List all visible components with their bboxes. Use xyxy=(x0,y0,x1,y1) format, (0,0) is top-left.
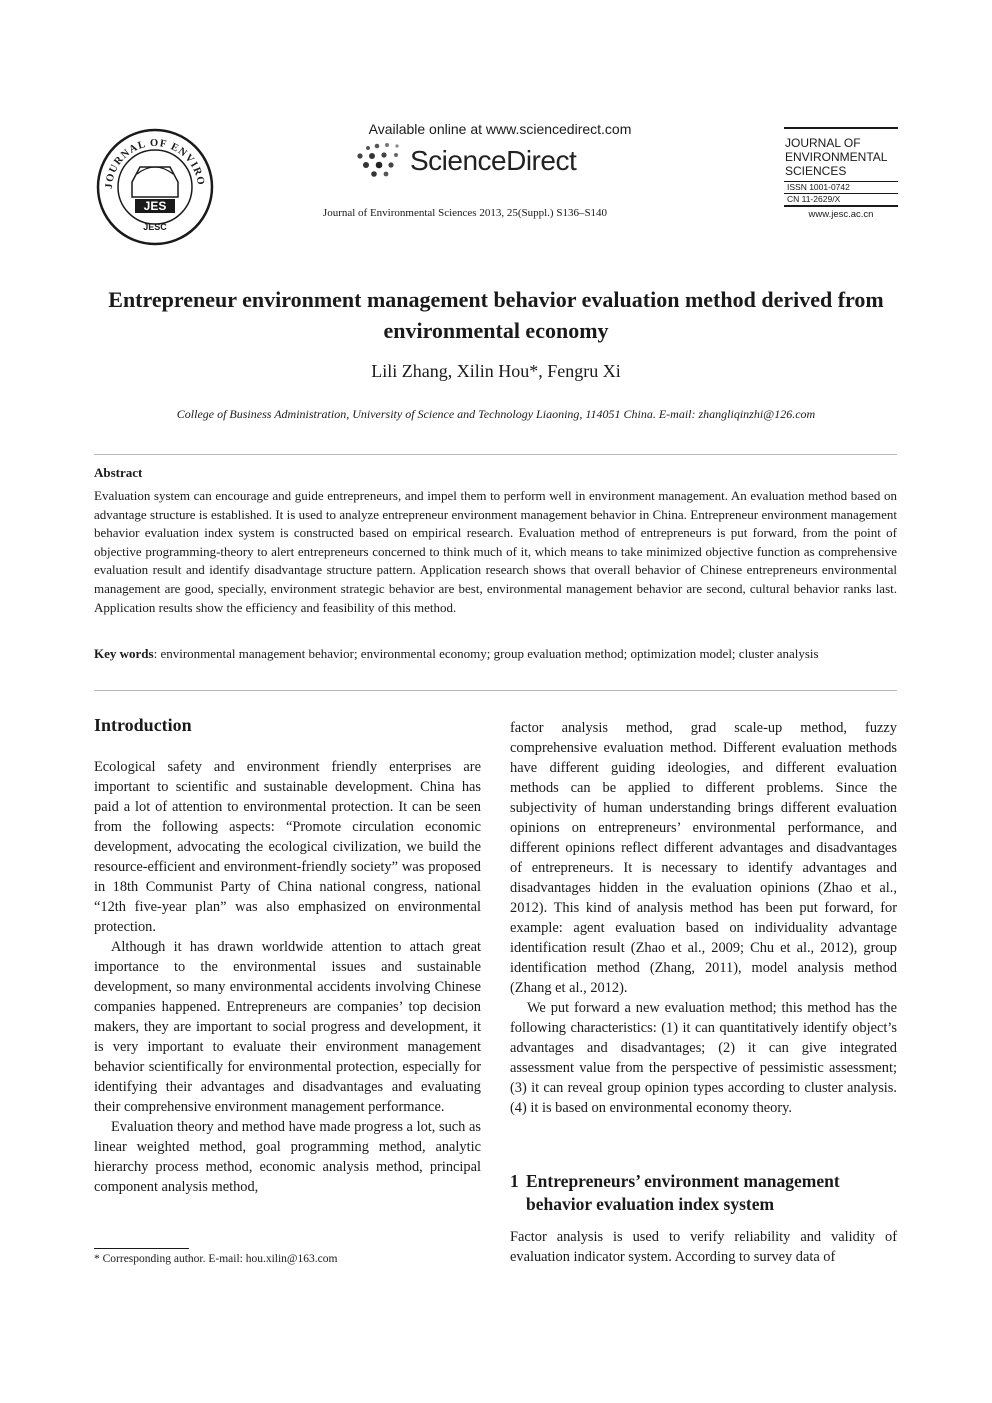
paragraph: Evaluation theory and method have made progress a lot, such as linear weighted method, goal programming method, analytic hierarchy process method, economic analysis method, principal component analysis method, xyxy=(94,1119,481,1195)
left-column xyxy=(94,757,481,1197)
issn: ISSN 1001-0742 xyxy=(787,182,850,192)
available-online-text: Available online at www.sciencedirect.com xyxy=(368,121,632,137)
journal-title-line: ENVIRONMENTAL xyxy=(785,150,888,164)
right-column xyxy=(510,718,897,1118)
divider xyxy=(94,454,897,455)
cn-number: CN 11-2629/X xyxy=(787,194,841,204)
journal-title xyxy=(784,129,898,181)
footnote-rule xyxy=(94,1248,189,1249)
logo-badge: JES xyxy=(143,199,167,213)
abstract-heading: Abstract xyxy=(94,465,143,480)
logo-ring-text: JOURNAL OF ENVIRO xyxy=(103,137,207,190)
keywords xyxy=(94,645,897,664)
journal-reference: Journal of Environmental Sciences 2013, 25(Suppl.) S136–S140 xyxy=(322,207,608,219)
footnote: * Corresponding author. E-mail: hou.xilin@163.com xyxy=(94,1253,338,1265)
journal-website: www.jesc.ac.cn xyxy=(808,209,874,220)
journal-title-line: JOURNAL OF xyxy=(785,136,861,150)
section-heading-line: Entrepreneurs’ environment management xyxy=(526,1171,840,1191)
sciencedirect-dots-icon xyxy=(352,140,412,182)
keywords-label: Key words xyxy=(94,646,154,661)
section-number: 1 xyxy=(510,1171,519,1191)
abstract-text: Evaluation system can encourage and guide entrepreneurs, and impel them to perform well in environment management. An evaluation method based on advantage structure is established. It is used to analyze entrepreneur environment management behavior in China. Entrepreneur environment management behavior evaluation index system is constructed based on empirical research. Evaluation method of entrepreneurs is put forward, from the point of objective programming-theory to alert entrepreneurs concerned to think much of it, which means to take minimized objective function as comprehensive evaluation result and identify disadvantage structure pattern. Application research shows that overall behavior of Chinese entrepreneurs environmental management are good, specially, environment strategic behavior are best, environmental management behavior are second, cultural behavior ranks last. Application results show the efficiency and feasibility of this method. xyxy=(94,488,897,615)
svg-text:JOURNAL OF ENVIRONMENTAL SCIEN xyxy=(92,127,206,189)
journal-logo xyxy=(92,127,218,247)
article-title: Entrepreneur environment management behavior evaluation method derived from environmental economy xyxy=(108,287,884,343)
section-heading-line: behavior evaluation index system xyxy=(526,1194,775,1214)
logo-bottom-text: JESC xyxy=(143,222,167,232)
journal-info-box xyxy=(784,127,898,220)
paragraph: We put forward a new evaluation method; this method has the following characteristics: (1) it can quantitatively identify object’s advantages and disadvantages; (2) it can give integrated assessment value from the perspective of pessimistic assessment; (3) it can reveal group opinion types according to cluster analysis. (4) it is based on environmental economy theory. xyxy=(510,1000,897,1116)
paragraph: factor analysis method, grad scale-up method, fuzzy comprehensive evaluation method. Different evaluation methods have different guiding ideologies, and different evaluation methods can be applied to different problems. Since the subjectivity of human understanding brings different evaluation opinions on entrepreneurs’ environmental performance, and different opinions reflect different advantages and disadvantages of entrepreneurs. It is necessary to identify advantages and disadvantages hidden in the evaluation opinions (Zhao et al., 2012). This kind of analysis method has been put forward, for example: agent evaluation based on individuality advantage identification result (Zhao et al., 2009; Chu et al., 2012), group identification method (Zhang, 2011), model analysis method (Zhang et al., 2012). xyxy=(510,720,897,996)
paragraph: Ecological safety and environment friendly enterprises are important to scientific and sustainable development. China has paid a lot of attention to environmental protection. It can be seen from the following aspects: “Promote circulation economic development, advocating the ecological civilization, we build the resource-efficient and environment-friendly society” was proposed in 18th Communist Party of China national congress, national “12th five-year plan” was also emphasized on environmental protection. xyxy=(94,759,481,935)
paragraph: Although it has drawn worldwide attention to attach great importance to the environmental issues and sustainable development, so many environmental accidents involving Chinese companies happened. Entrepreneurs are companies’ top decision makers, they are important to social progress and development, it is very important to evaluate their environment management behavior scientifically for environmental protection, especially for identifying their advantages and disadvantages and evaluating their comprehensive environment management performance. xyxy=(94,939,481,1115)
introduction-heading: Introduction xyxy=(94,715,192,735)
section-1-heading xyxy=(510,1170,897,1216)
keywords-list: : environmental management behavior; environmental economy; group evaluation method; optimization model; cluster analysis xyxy=(153,646,819,661)
journal-title-line: SCIENCES xyxy=(785,164,847,178)
paragraph: Factor analysis is used to verify reliability and validity of evaluation indicator system. According to survey data of xyxy=(510,1229,897,1265)
affiliation: College of Business Administration, University of Science and Technology Liaoning, 114051 China. E-mail: zhangliqinzhi@126.com xyxy=(176,407,816,421)
right-column-section-1 xyxy=(510,1227,897,1267)
article-authors: Lili Zhang, Xilin Hou*, Fengru Xi xyxy=(371,361,621,381)
sciencedirect-wordmark: ScienceDirect xyxy=(410,145,577,176)
divider xyxy=(94,690,897,691)
